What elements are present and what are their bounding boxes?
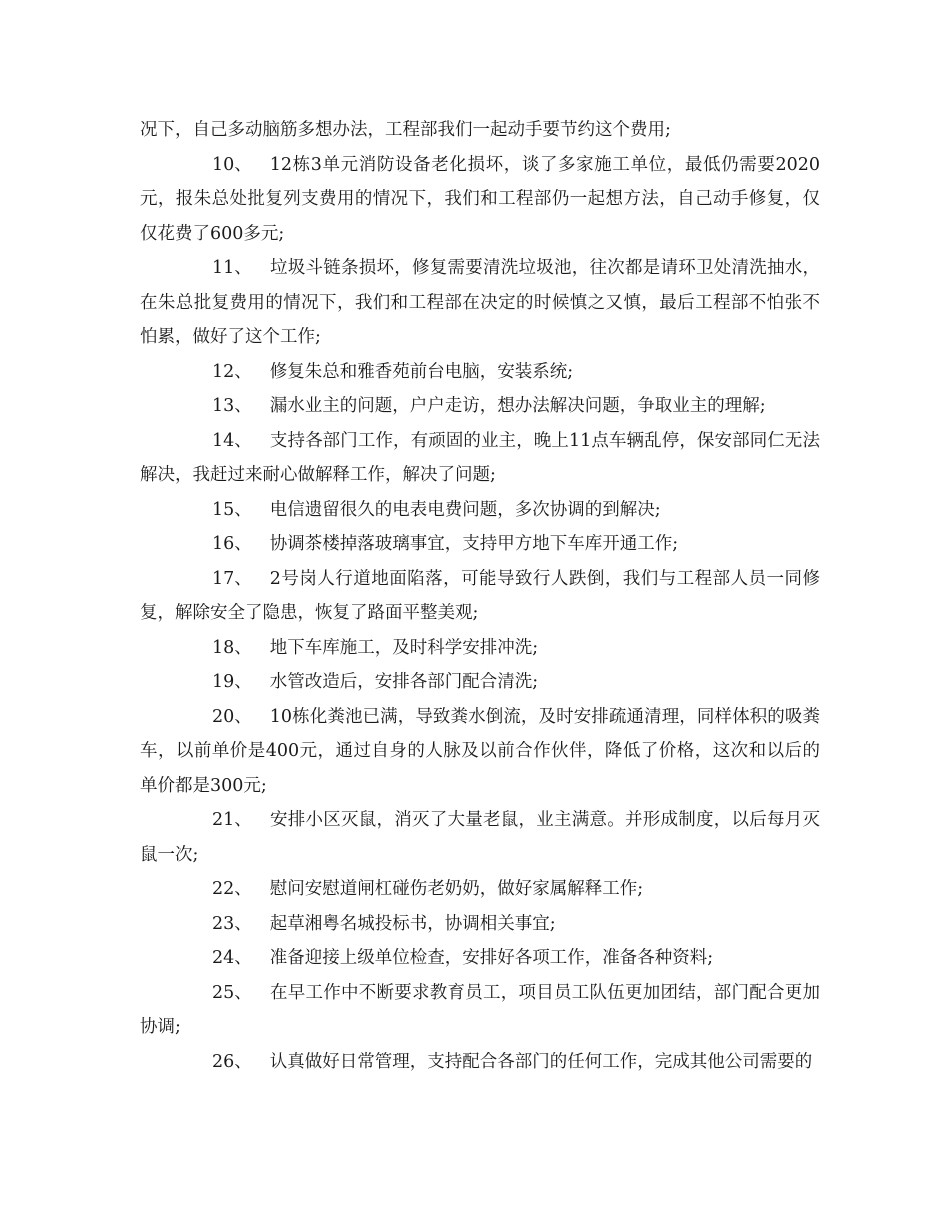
item-text: 准备迎接上级单位检查，安排好各项工作，准备各种资料; xyxy=(269,948,714,968)
list-item xyxy=(140,976,820,1045)
list-item xyxy=(140,941,820,976)
item-text: 漏水业主的问题，户户走访，想办法解决问题，争取业主的理解; xyxy=(269,396,766,416)
item-number: 14、 xyxy=(212,430,252,451)
list-item xyxy=(140,251,820,355)
item-number: 21、 xyxy=(212,810,252,830)
list-item xyxy=(140,907,820,942)
item-number: 23、 xyxy=(212,913,252,934)
item-text: 垃圾斗链条损坏，修复需要清洗垃圾池，往次都是请环卫处清洗抽水，在朱总批复费用的情况下，我们和工程部在决定的时候慎之又慎，最后工程部不怕张不怕累，做好了这个工作; xyxy=(140,258,820,347)
list-item xyxy=(140,872,820,907)
item-text: 10栋化粪池已满，导致粪水倒流，及时安排疏通清理，同样体积的吸粪车，以前单价是400元，通过自身的人脉及以前合作伙伴，降低了价格，这次和以后的单价都是300元; xyxy=(140,706,820,796)
item-number: 19、 xyxy=(212,672,252,692)
item-text: 12栋3单元消防设备老化损坏，谈了多家施工单位，最低仍需要2020元，报朱总处批复列支费用的情况下，我们和工程部仍一起想方法，自己动手修复，仅仅花费了600多元; xyxy=(140,154,820,244)
list-item xyxy=(140,355,820,390)
list-item xyxy=(140,424,820,493)
item-text: 2号岗人行道地面陷落，可能导致行人跌倒，我们与工程部人员一同修复，解除安全了隐患，恢复了路面平整美观; xyxy=(140,568,820,623)
item-text: 起草湘粤名城投标书，协调相关事宜; xyxy=(269,913,556,934)
item-number: 12、 xyxy=(212,361,252,382)
item-number: 24、 xyxy=(212,948,252,968)
item-text: 慰问安慰道闸杠碰伤老奶奶，做好家属解释工作; xyxy=(269,879,644,899)
list-item xyxy=(140,493,820,528)
item-number: 15、 xyxy=(212,499,252,520)
list-item xyxy=(140,562,820,631)
item-number: 17、 xyxy=(212,568,252,589)
item-number: 16、 xyxy=(212,534,252,554)
item-number: 10、 xyxy=(212,154,252,175)
item-text: 修复朱总和雅香苑前台电脑，安装系统; xyxy=(269,361,574,382)
item-number: 26、 xyxy=(212,1051,252,1072)
item-text: 地下车库施工，及时科学安排冲洗; xyxy=(269,637,539,658)
list-item xyxy=(140,665,820,700)
item-text: 协调茶楼掉落玻璃事宜，支持甲方地下车库开通工作; xyxy=(269,534,679,554)
item-number: 18、 xyxy=(212,637,252,658)
lead-paragraph: 况下，自己多动脑筋多想办法，工程部我们一起动手要节约这个费用; xyxy=(140,120,671,140)
list-item xyxy=(140,527,820,562)
item-number: 11、 xyxy=(212,258,252,278)
list-item xyxy=(140,700,820,804)
list-item xyxy=(140,803,820,872)
item-number: 13、 xyxy=(212,396,252,416)
item-text: 在早工作中不断要求教育员工，项目员工队伍更加团结，部门配合更加协调; xyxy=(140,982,820,1037)
item-text: 安排小区灭鼠，消灭了大量老鼠，业主满意。并形成制度，以后每月灭鼠一次; xyxy=(140,810,820,865)
item-text: 电信遗留很久的电表电费问题，多次协调的到解决; xyxy=(269,499,661,520)
item-text: 支持各部门工作，有顽固的业主，晚上11点车辆乱停，保安部同仁无法解决，我赶过来耐心做解释工作，解决了问题; xyxy=(140,430,820,485)
item-number: 20、 xyxy=(212,706,252,727)
list-item xyxy=(140,389,820,424)
list-item xyxy=(140,148,820,252)
item-number: 22、 xyxy=(212,879,252,899)
item-text: 水管改造后，安排各部门配合清洗; xyxy=(269,672,539,692)
list-item xyxy=(140,1045,820,1080)
list-item xyxy=(140,631,820,666)
document-body xyxy=(140,113,820,1079)
item-number: 25、 xyxy=(212,982,252,1003)
item-text: 认真做好日常管理，支持配合各部门的任何工作，完成其他公司需要的 xyxy=(269,1051,813,1072)
